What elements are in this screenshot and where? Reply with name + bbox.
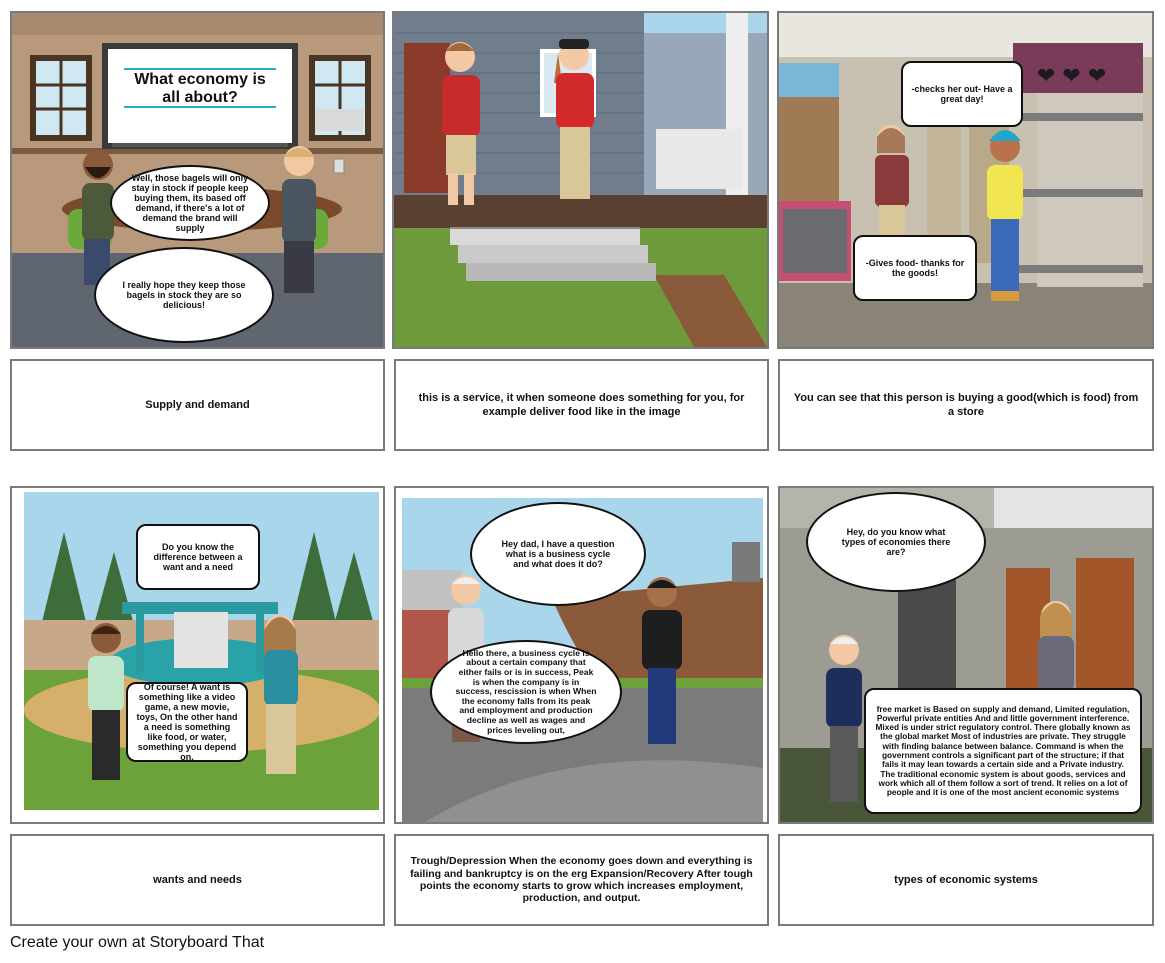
character-boy-red-shirt [432, 33, 492, 213]
speech-bubble: -Gives food- thanks for the goods! [853, 235, 977, 301]
speech-bubble: -checks her out- Have a great day! [901, 61, 1023, 127]
panel-6-scene [778, 486, 1154, 824]
character-delivery-girl [546, 29, 606, 209]
caption-box: types of economic systems [778, 834, 1154, 926]
caption-box: wants and needs [10, 834, 385, 926]
footer-link[interactable]: Create your own at Storyboard That [10, 934, 265, 951]
speech-bubble: Hey dad, I have a question what is a business cycle and what does it do? [470, 502, 646, 606]
speech-bubble: Hey, do you know what types of economies there are? [806, 492, 986, 592]
panel-5-scene [394, 486, 769, 824]
speech-bubble: free market is Based on supply and demand, Limited regulation, Powerful private entities And and little government interference. Mixed is under strict regulatory control. There globally known as the global market Most of industries are private. They struggle with finding balance between balance. Command is when the government controls a significant part of the structure; if that fails it may lean towards a certain side and a Private industry. The traditional economic system is about goods, services and work which all of them follow a sort of trend. It relies on a lot of people and it is one of the most ancient economic systems [864, 688, 1142, 814]
panel-3-scene [777, 11, 1154, 349]
caption-box: Supply and demand [10, 359, 385, 451]
character-son-black-hoodie [632, 572, 692, 752]
character-blond-man [274, 139, 334, 299]
character-girl-teal-top [250, 606, 310, 786]
character-cashier [863, 119, 923, 249]
speech-bubble: Hello there, a business cycle is about a certain company that either fails or is in success, Peak is when the company is in success, rescission is when When the economy falls from its peak and employment and production decline as well as wages and prices leveling out, [430, 640, 622, 744]
speech-bubble: Of course! A want is something like a video game, a new movie, toys, On the other hand a need is something like food, or water, something you depend on, [126, 682, 248, 762]
character-customer-turban [977, 121, 1037, 311]
speech-bubble: Do you know the difference between a want and a need [136, 524, 260, 590]
speech-bubble: Well, those bagels will only stay in stock if people keep buying them, its based off demand, if there's a lot of demand the brand will supply [110, 165, 270, 241]
panel-2-scene [392, 11, 769, 349]
board-title: What economy is all about? [134, 71, 266, 106]
speech-bubble: I really hope they keep those bagels in stock they are so delicious! [94, 247, 274, 343]
caption-box: You can see that this person is buying a good(which is food) from a store [778, 359, 1154, 451]
character-woman-gray [1026, 592, 1086, 702]
caption-box: this is a service, it when someone does something for you, for example deliver food like in the image [394, 359, 769, 451]
svg-text:❤ ❤ ❤: ❤ ❤ ❤ [1037, 64, 1107, 89]
panel-4-scene [10, 486, 385, 824]
panel-1-scene [10, 11, 385, 349]
caption-box: Trough/Depression When the economy goes down and everything is failing and bankruptcy is on the erg Expansion/Recovery After tough points the economy starts to grow which increases employment, production, and output. [394, 834, 769, 926]
